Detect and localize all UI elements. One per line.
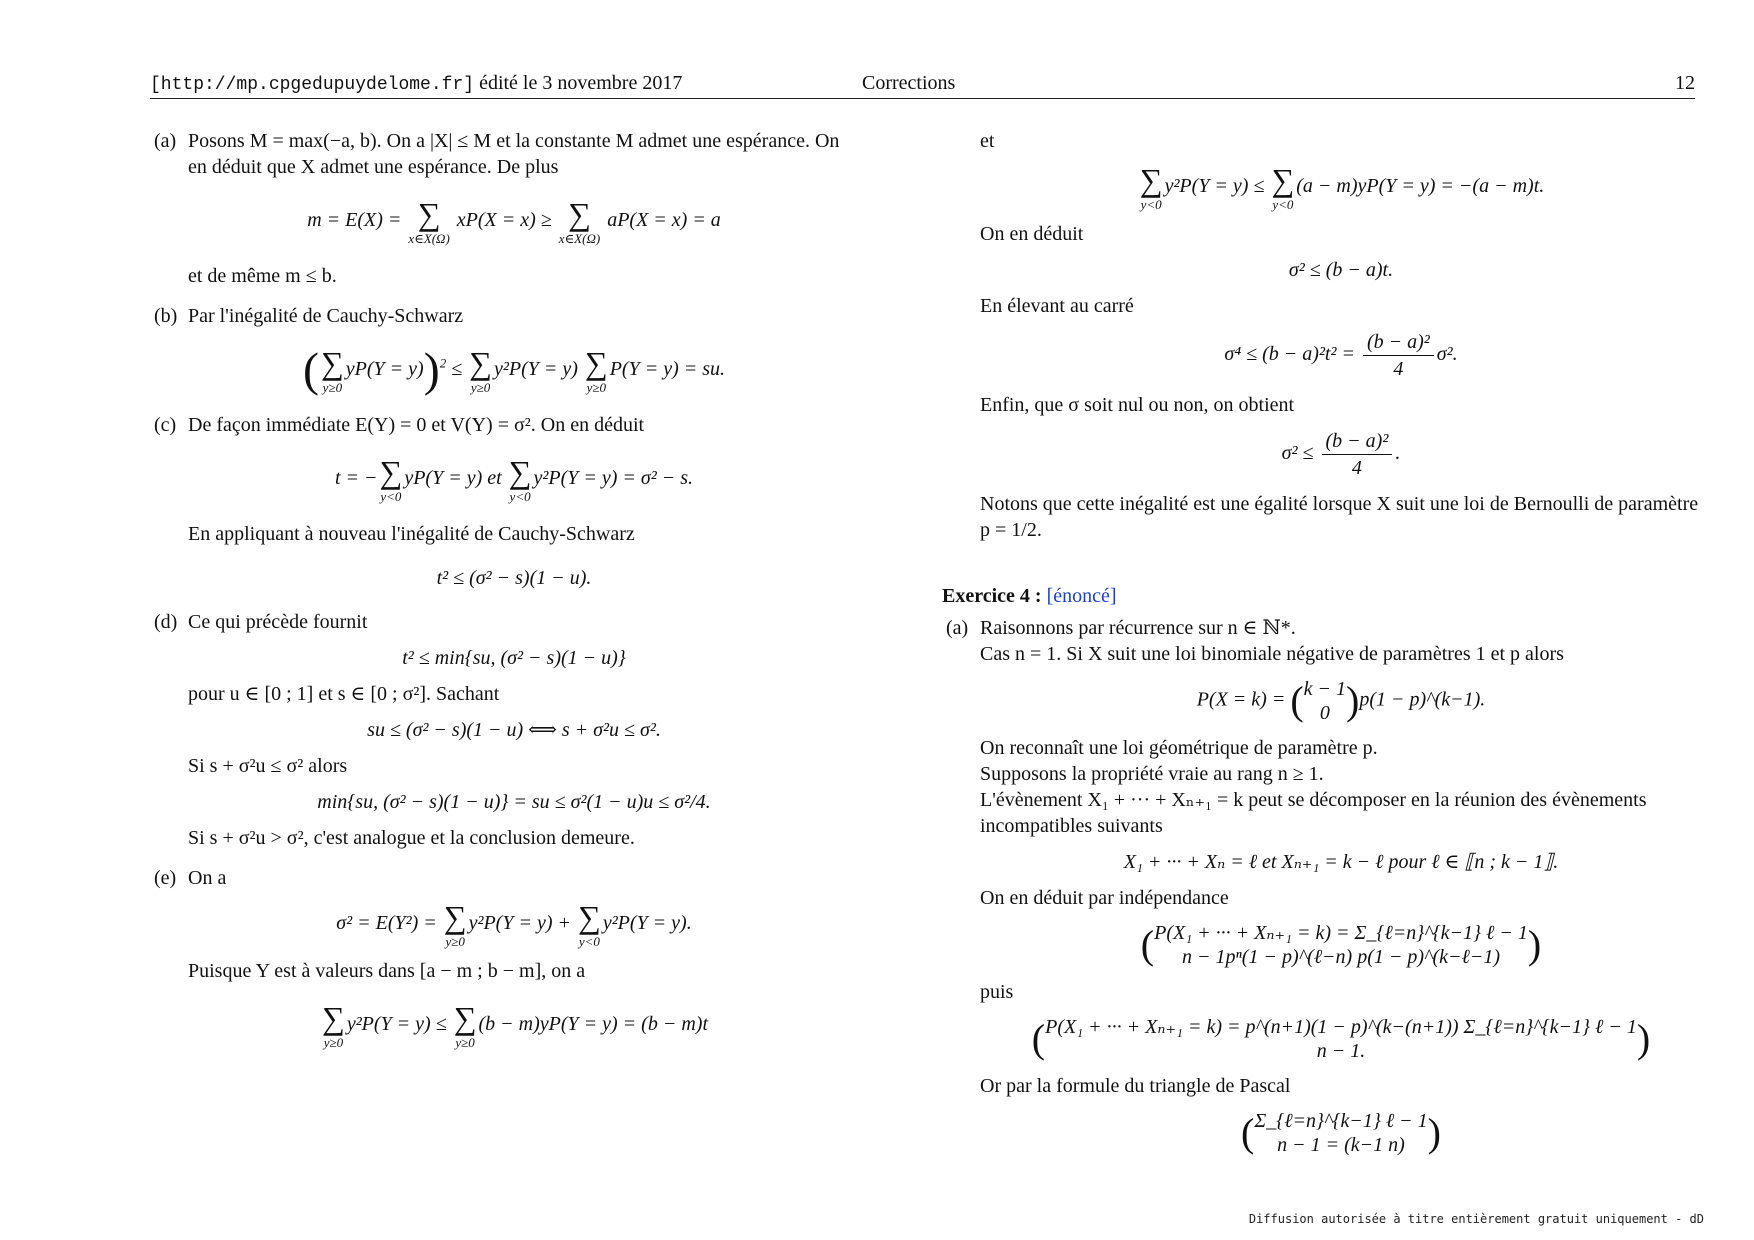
paragraph: Supposons la propriété vraie au rang n ≥ 1. [980,763,1324,785]
item-label: (d) [154,611,178,633]
sum-sub: x∈X(Ω) [558,231,601,246]
header-section: Corrections [862,72,956,94]
item-label: (b) [154,305,178,327]
item-a-right [942,615,1702,1157]
paragraph: Cas n = 1. Si X suit une loi binomiale négative de paramètres 1 et p alors [980,643,1564,665]
sum-symbol: ∑ y<0 [1271,162,1295,212]
fraction-den: 4 [1393,358,1404,380]
equation: σ² ≤ (b − a)t. [1288,259,1394,281]
paragraph: Si s + σ²u ≤ σ² alors [188,755,348,777]
stack-top: P(X₁ + ··· + Xₙ₊₁ = k) = Σ_{ℓ=n}^{k−1} ℓ − 1 [1154,922,1528,944]
equation [980,164,1702,211]
equation [188,901,840,948]
statement-link[interactable]: [énoncé] [1046,585,1117,607]
binomial-top: k − 1 [1303,678,1347,700]
sum-sub: y<0 [1140,197,1162,212]
paragraph: Par l'inégalité de Cauchy-Schwarz [188,305,464,327]
eq-part: aP(X = x) = a [607,209,721,232]
paragraph: pour u ∈ [0 ; 1] et s ∈ [0 ; σ²]. Sachant [188,683,500,705]
eq-part: y²P(Y = y) = σ² − s. [533,467,694,490]
sum-symbol: ∑ x∈X(Ω) [558,196,601,246]
eq-part: . [1395,442,1401,465]
header-url[interactable]: [http://mp.cpgedupuydelome.fr] [150,75,475,95]
sum-sub: x∈X(Ω) [408,231,450,246]
sum-sub: y≥0 [455,1035,475,1050]
header-edited: édité le 3 novembre 2017 [479,72,683,94]
equation: P(X = k) = ( k − 1 0 )p(1 − p)^(k−1). [1196,678,1486,724]
paragraph: et de même m ≤ b. [188,265,337,287]
eq-part: y²P(Y = y) ≤ [1164,175,1265,198]
eq-part: P(Y = y) = su. [609,358,726,381]
sum-symbol: ∑ y≥0 [322,1000,345,1050]
stack-top: P(X₁ + ··· + Xₙ₊₁ = k) = p^(n+1)(1 − p)^(k−(n+1)) Σ_{ℓ=n}^{k−1} ℓ − 1 [1045,1016,1637,1038]
sum-sub: y<0 [509,489,531,504]
stack-bottom: n − 1 = (k−1 n) [1277,1134,1405,1156]
fraction [1363,329,1434,382]
paragraph: De façon immédiate E(Y) = 0 et V(Y) = σ². On en déduit [188,414,645,436]
eq-part: (a − m)yP(Y = y) = −(a − m)t. [1296,175,1545,198]
eq-part: p(1 − p)^(k−1). [1359,688,1486,711]
item-label: (a) [154,130,177,152]
stacked-expr [1154,921,1528,969]
eq-part: yP(Y = y) et [404,467,502,490]
sum-sub: y≥0 [586,380,606,395]
equation [188,456,840,503]
item-label: (c) [154,414,177,436]
eq-part: σ² ≤ [1281,442,1314,465]
right-continuation [942,128,1702,609]
binomial-bottom: 0 [1319,702,1330,724]
eq-part: y²P(Y = y) [493,358,578,381]
fraction-num: (b − a)² [1363,329,1434,356]
sum-sub: y<0 [380,489,402,504]
equation: t² ≤ min{su, (σ² − s)(1 − u)} [402,647,626,669]
item-c-left [150,412,840,591]
paragraph: Si s + σ²u > σ², c'est analogue et la conclusion demeure. [188,827,635,849]
eq-part: P(X = k) = [1196,688,1286,711]
sum-symbol: ∑ y<0 [578,899,601,949]
sum-symbol: ∑ y≥0 [453,1000,477,1050]
sum-symbol: ∑ y≥0 [469,345,492,395]
sum-symbol: ∑ y<0 [1139,162,1163,212]
item-label: (a) [946,617,969,639]
paragraph: Posons M = max(−a, b). On a |X| ≤ M et la constante M admet une espérance. On en déduit que X admet une espérance. De plus [188,130,840,178]
item-d-left [150,609,840,851]
eq-part: σ² = E(Y²) = [336,912,437,935]
page-number: 12 [1675,72,1695,94]
fraction-num: (b − a)² [1322,428,1393,455]
eq-part: y²P(Y = y). [602,912,692,935]
sum-sub: y<0 [578,934,600,949]
paragraph: On en déduit [980,223,1084,245]
equation [188,198,840,245]
equation: su ≤ (σ² − s)(1 − u) ⟺ s + σ²u ≤ σ². [367,719,661,741]
binomial [1304,677,1346,725]
paragraph: Puisque Y est à valeurs dans [a − m ; b − m], on a [188,960,586,982]
sum-symbol: ∑ y≥0 [443,899,467,949]
equation: ( P(X₁ + ··· + Xₙ₊₁ = k) = p^(n+1)(1 − p)^(k−(n+1)) Σ_{ℓ=n}^{k−1} ℓ − 1 n − 1. ) [1031,1016,1651,1062]
footer-notice: Diffusion autorisée à titre entièrement gratuit uniquement - dD [1248,1212,1704,1226]
item-label: (e) [154,867,177,889]
stacked-expr [1045,1015,1637,1063]
sum-sub: y≥0 [322,380,343,395]
paragraph: Ce qui précède fournit [188,611,368,633]
exercise-title [942,583,1702,609]
eq-part: ≤ [451,358,463,381]
stack-bottom: n − 1. [1316,1040,1366,1062]
fraction-den: 4 [1351,457,1362,479]
equation [188,1002,840,1049]
eq-part: (b − m)yP(Y = y) = (b − m)t [478,1013,708,1036]
paragraph: Notons que cette inégalité est une égalité lorsque X suit une loi de Bernoulli de paramètre p = 1/2. [980,493,1699,541]
paragraph: On a [188,867,227,889]
sum-symbol: ∑ y<0 [508,454,532,504]
equation: ( Σ_{ℓ=n}^{k−1} ℓ − 1 n − 1 = (k−1 n) ) [1241,1110,1441,1156]
page-header [150,68,1695,99]
fraction [1322,428,1393,481]
right-column [942,128,1702,1167]
paragraph: En élevant au carré [980,295,1134,317]
paragraph: On en déduit par indépendance [980,887,1229,909]
eq-part: σ⁴ ≤ (b − a)²t² = [1224,343,1355,366]
sum-symbol: ∑ x∈X(Ω) [408,196,450,246]
sum-symbol: ∑ y<0 [379,454,403,504]
equation: min{su, (σ² − s)(1 − u)} = su ≤ σ²(1 − u)u ≤ σ²/4. [317,791,711,813]
sum-symbol: ∑ y≥0 [584,345,608,395]
eq-part: t = − [334,467,378,490]
stacked-expr [1254,1109,1427,1157]
paragraph: puis [980,981,1014,1003]
eq-part: m = E(X) = [307,209,402,232]
eq-part: xP(X = x) ≥ [456,209,552,232]
sum-sub: y≥0 [445,934,465,949]
sum-sub: y<0 [1272,197,1294,212]
eq-part: yP(Y = y) [345,358,424,381]
paragraph: Or par la formule du triangle de Pascal [980,1075,1291,1097]
left-column [150,128,840,1067]
paragraph: L'évènement X₁ + ··· + Xₙ₊₁ = k peut se décomposer en la réunion des évènements incompatibles suivants [980,789,1647,837]
eq-part: y²P(Y = y) ≤ [346,1013,447,1036]
equation: ( P(X₁ + ··· + Xₙ₊₁ = k) = Σ_{ℓ=n}^{k−1} ℓ − 1 n − 1pⁿ(1 − p)^(ℓ−n) p(1 − p)^(k−ℓ−1) ) [1140,922,1542,968]
paragraph: Raisonnons par récurrence sur n ∈ ℕ*. [980,617,1296,639]
equation: t² ≤ (σ² − s)(1 − u). [436,567,592,589]
stack-top: Σ_{ℓ=n}^{k−1} ℓ − 1 [1254,1110,1428,1132]
header-left [150,72,682,95]
item-b-left [150,303,840,397]
equation [980,428,1702,481]
sum-sub: y≥0 [470,380,491,395]
item-a-left [150,128,840,289]
equation [980,329,1702,382]
exercise-label: Exercice 4 : [942,585,1042,607]
equation: ( ∑ y≥0 yP(Y = y))$^2$ ≤ ∑ y≥0 y²P(Y = y) ∑ y≥0 P(Y = y) = su. [302,343,726,397]
paragraph: En appliquant à nouveau l'inégalité de Cauchy-Schwarz [188,523,635,545]
sum-symbol: ∑ y≥0 [320,345,344,395]
stack-bottom: n − 1pⁿ(1 − p)^(ℓ−n) p(1 − p)^(k−ℓ−1) [1182,946,1500,968]
equation: X₁ + ··· + Xₙ = ℓ et Xₙ₊₁ = k − ℓ pour ℓ ∈ ⟦n ; k − 1⟧. [1123,851,1559,873]
paragraph: et [980,130,995,152]
paragraph: Enfin, que σ soit nul ou non, on obtient [980,394,1295,416]
eq-part: σ². [1436,343,1458,366]
sum-sub: y≥0 [323,1035,344,1050]
eq-part: y²P(Y = y) + [468,912,571,935]
item-e-left [150,865,840,1049]
paragraph: On reconnaît une loi géométrique de paramètre p. [980,737,1378,759]
